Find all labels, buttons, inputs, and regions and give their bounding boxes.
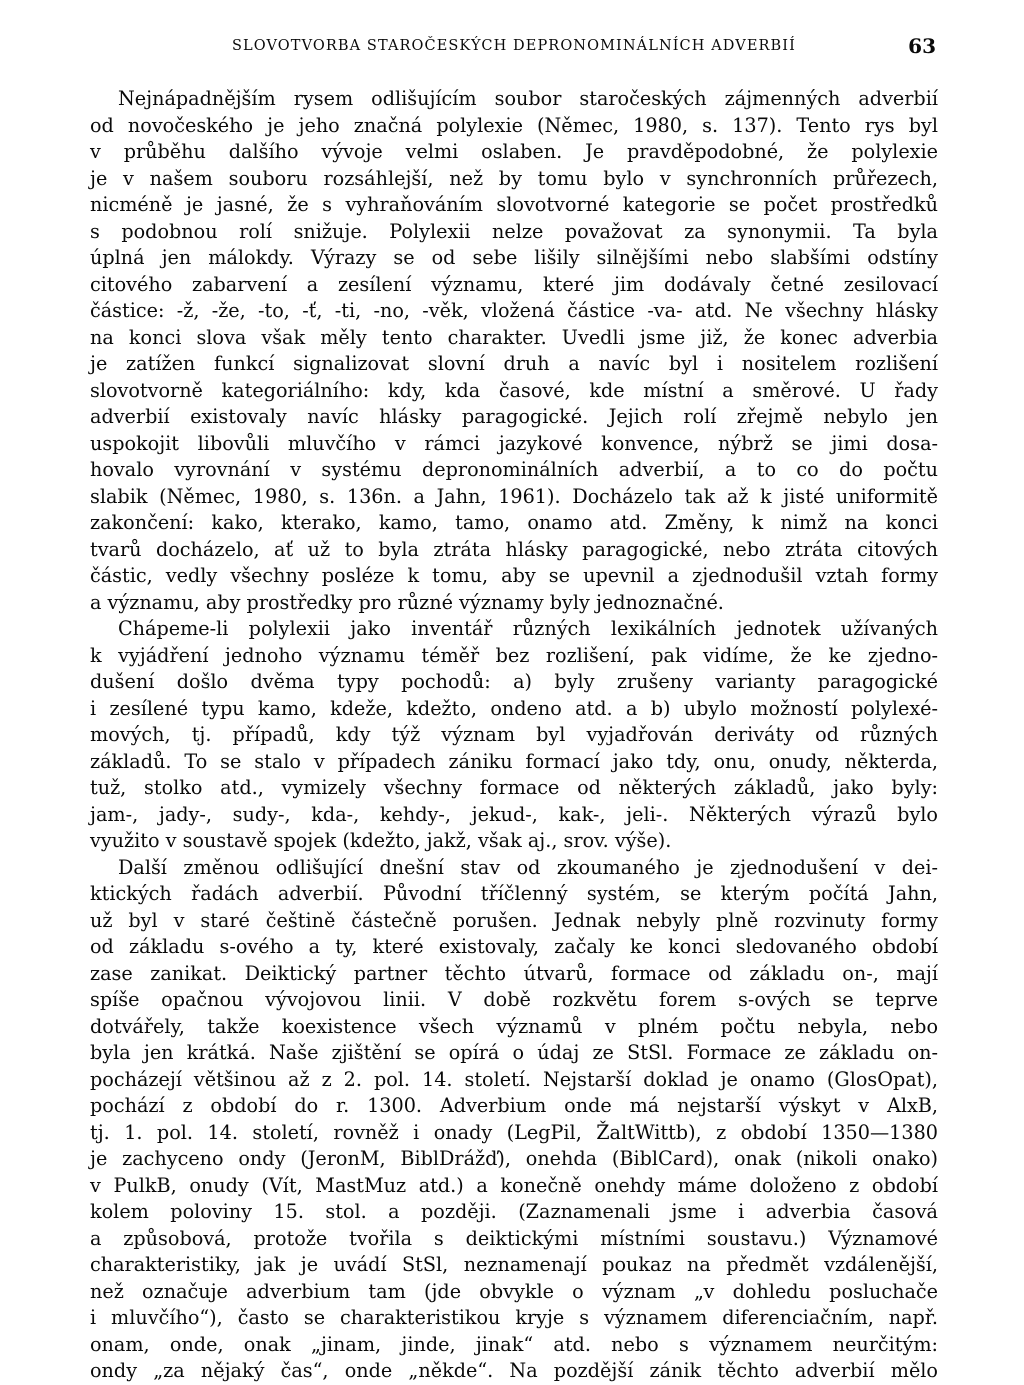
text-line: základů. To se stalo v případech zániku formací jako tdy, onu, onudy, některda,	[90, 749, 938, 773]
text-line: v průběhu dalšího vývoje velmi oslaben. Je pravděpodobné, že polylexie	[90, 140, 938, 163]
text-line: Další změnou odlišující dnešní stav od zkoumaného je zjednodušení v dei-	[118, 855, 938, 879]
text-line: kolem poloviny 15. stol. a později. (Zaznamenali jsme i adverbia časová	[90, 1200, 938, 1223]
text-line: ondy „za nějaký čas“, onde „někde“. Na pozdější zánik těchto adverbií mělo	[90, 1359, 938, 1382]
text-line: ktických řadách adverbií. Původní tříčlenný systém, se kterým počítá Jahn,	[90, 882, 938, 905]
text-line: hovalo vyrovnání v systému depronominálních adverbií, a to co do počtu	[90, 458, 938, 481]
text-line: zakončení: kako, kterako, kamo, tamo, onamo atd. Změny, k nimž na konci	[90, 511, 938, 534]
text-line: než označuje adverbium tam (jde obvykle o význam „v dohledu posluchače	[90, 1279, 938, 1303]
text-line: od základu s-ového a ty, které existovaly, začaly ke konci sledovaného období	[90, 935, 938, 958]
text-line: citového zabarvení a zesílení významu, které jim dodávaly četné zesilovací	[90, 272, 938, 296]
text-line: už byl v staré češtině částečně porušen. Jednak nebyly plně rozvinuty formy	[90, 908, 938, 932]
text-line: na konci slova však měly tento charakter. Uvedli jsme již, že konec adverbia	[90, 325, 938, 349]
text-line: Chápeme-li polylexii jako inventář různých lexikálních jednotek užívaných	[118, 617, 938, 640]
text-line: využito v soustavě spojek (kdežto, jakž, však aj., srov. výše).	[90, 829, 672, 852]
text-line: částice: -ž, -že, -to, -ť, -ti, -no, -věk, vložená částice -va- atd. Ne všechny hlásky	[90, 299, 938, 322]
text-line: tj. 1. pol. 14. století, rovněž i onady (LegPil, ŽaltWittb), z období 1350—1380	[90, 1120, 938, 1144]
text-line: je zatížen funkcí signalizovat slovní druh a navíc byl i nositelem rozlišení	[90, 352, 938, 375]
text-line: slovotvorně kategoriálního: kdy, kda časové, kde místní a směrové. U řady	[90, 378, 938, 402]
text-line: tvarů docházelo, ať už to byla ztráta hlásky paragogické, nebo ztráta citových	[90, 537, 938, 561]
text-line: s podobnou rolí snižuje. Polylexii nelze považovat za synonymii. Ta byla	[90, 219, 938, 243]
text-line: pocházejí většinou až z 2. pol. 14. století. Nejstarší doklad je onamo (GlosOpat),	[90, 1067, 938, 1091]
text-line: a způsobová, protože tvořila s deiktickými místními soustavu.) Významové	[90, 1226, 938, 1250]
text-line: tuž, stolko atd., vymizely všechny formace od některých základů, jako byly:	[90, 776, 938, 799]
text-line: od novočeského je jeho značná polylexie (Němec, 1980, s. 137). Tento rys byl	[90, 113, 938, 137]
text-line: k vyjádření jednoho významu téměř bez rozlišení, pak vidíme, že ke zjedno-	[90, 643, 938, 667]
text-line: onam, onde, onak „jinam, jinde, jinak“ atd. nebo s významem neurčitým:	[90, 1332, 938, 1356]
text-line: charakteristiky, jak je uvádí StSl, neznamenají poukaz na předmět vzdálenější,	[90, 1253, 938, 1276]
text-line: i mluvčího“), často se charakteristikou kryje s významem diferenciačním, např.	[90, 1306, 938, 1329]
text-line: a významu, aby prostředky pro různé významy byly jednoznačné.	[90, 590, 724, 614]
text-line: slabik (Němec, 1980, s. 136n. a Jahn, 1961). Docházelo tak až k jisté uniformitě	[90, 484, 938, 508]
text-line: pochází z období do r. 1300. Adverbium onde má nejstarší výskyt v AlxB,	[90, 1094, 938, 1117]
running-head	[90, 34, 936, 60]
text-line: zase zanikat. Deiktický partner těchto útvarů, formace od základu on-, mají	[90, 961, 938, 985]
text-line: je v našem souboru rozsáhlejší, než by tomu bylo v synchronních průřezech,	[90, 166, 938, 190]
text-line: částic, vedly všechny posléze k tomu, aby se upevnil a zjednodušil vztah formy	[90, 564, 938, 587]
text-line: mových, tj. případů, kdy týž význam byl vyjadřován deriváty od různých	[90, 723, 938, 746]
body-text	[90, 86, 938, 1385]
page-number: 63	[908, 34, 936, 58]
text-line: i zesílené typu kamo, kdeže, kdežto, ondeno atd. a b) ubylo možností polylexé-	[90, 696, 938, 720]
text-line: Nejnápadnějším rysem odlišujícím soubor staročeských zájmenných adverbií	[118, 87, 938, 110]
text-line: úplná jen málokdy. Výrazy se od sebe lišily silnějšími nebo slabšími odstíny	[90, 246, 938, 269]
text-line: spíše opačnou vývojovou linii. V době rozkvětu forem s-ových se teprve	[90, 988, 938, 1011]
text-line: uspokojit libovůli mluvčího v rámci jazykové konvence, nýbrž se jimi dosa-	[90, 431, 938, 455]
text-line: je zachyceno ondy (JeronM, BiblDrážď), onehda (BiblCard), onak (nikoli onako)	[90, 1147, 938, 1170]
text-line: v PulkB, onudy (Vít, MastMuz atd.) a konečně onehdy máme doloženo z období	[90, 1173, 938, 1197]
text-line: dotvářely, takže koexistence všech významů v plném počtu nebyla, nebo	[90, 1014, 938, 1038]
text-line: byla jen krátká. Naše zjištění se opírá o údaj ze StSl. Formace ze základu on-	[90, 1041, 938, 1064]
text-line: jam-, jady-, sudy-, kda-, kehdy-, jekud-, kak-, jeli-. Některých výrazů bylo	[90, 802, 938, 826]
text-line: adverbií existovaly navíc hlásky paragogické. Jejich rolí zřejmě nebylo jen	[90, 405, 938, 428]
text-line: dušení došlo dvěma typy pochodů: a) byly zrušeny varianty paragogické	[90, 670, 938, 693]
text-line: nicméně je jasné, že s vyhraňováním slovotvorné kategorie se počet prostředků	[90, 193, 938, 216]
running-title: SLOVOTVORBA STAROČESKÝCH DEPRONOMINÁLNÍCH ADVERBIÍ	[232, 38, 796, 54]
